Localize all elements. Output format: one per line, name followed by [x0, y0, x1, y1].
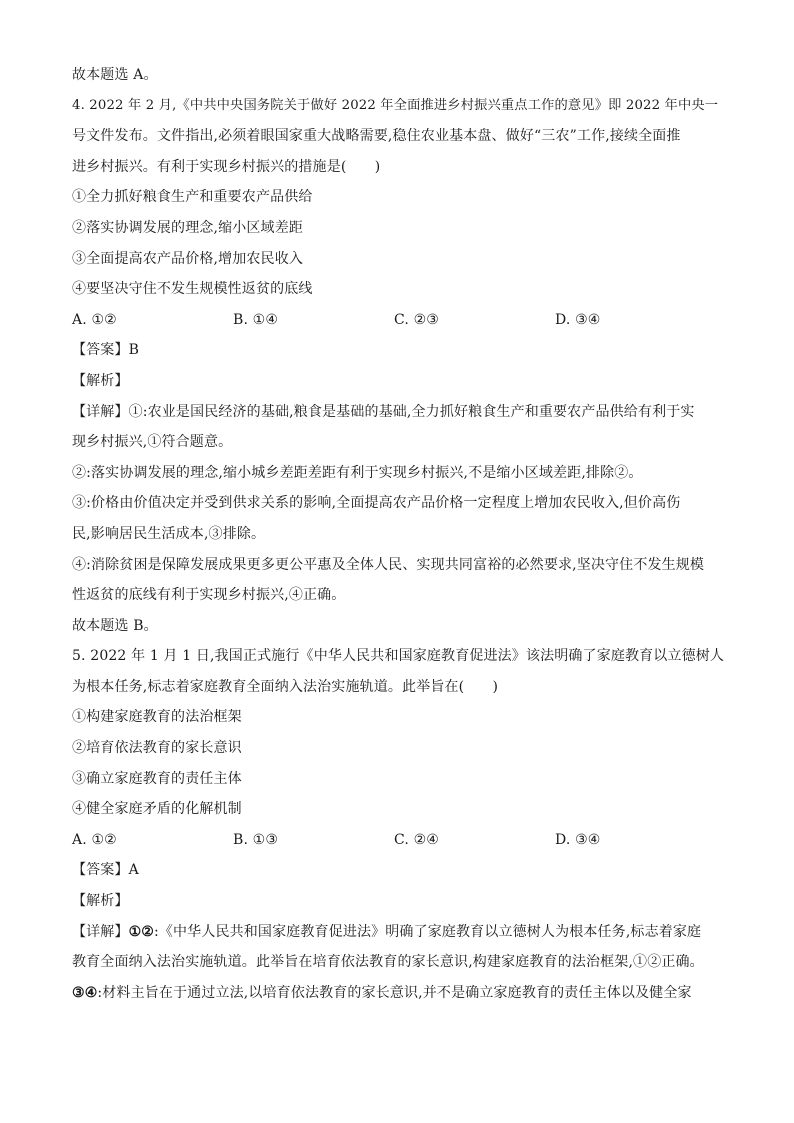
q4-stem-line-3: 进乡村振兴。有利于实现乡村振兴的措施是( ) — [72, 158, 381, 175]
q4-item-3: ③全面提高农产品价格,增加农民收入 — [72, 250, 303, 267]
question-4 — [72, 91, 724, 642]
q4-option-d: D. ③④ — [555, 311, 601, 328]
q4-detail-3b: 民,影响居民生活成本,③排除。 — [72, 525, 266, 542]
q5-detail-2-marks: ③④ — [72, 984, 98, 1001]
q4-item-1: ①全力抓好粮食生产和重要农产品供给 — [72, 189, 313, 206]
q4-stem-line-1: 4. 2022 年 2 月,《中共中央国务院关于做好 2022 年全面推进乡村振兴重点工作的意见》即 2022 年中央一 — [72, 97, 719, 113]
q3-conclusion: 故本题选 A。 — [72, 67, 158, 83]
q5-option-c: C. ②④ — [394, 831, 439, 848]
q5-detail-1a-text: :《中华人民共和国家庭教育促进法》明确了家庭教育以立德树人为根本任务,标志着家庭 — [154, 923, 702, 940]
q5-detail-1a — [72, 917, 724, 948]
q4-detail-2: ②:落实协调发展的理念,缩小城乡差距差距有利于实现乡村振兴,不是缩小区域差距,排除②。 — [72, 464, 643, 481]
q4-option-c: C. ②③ — [394, 311, 439, 328]
q4-answer: 【答案】B — [72, 342, 140, 359]
q5-option-b: B. ①③ — [233, 831, 279, 848]
q5-item-3: ③确立家庭教育的责任主体 — [72, 770, 242, 787]
q5-option-a: A. ①② — [72, 831, 117, 848]
q4-detail-1b: 现乡村振兴,①符合题意。 — [72, 434, 233, 451]
q5-item-2: ②培育依法教育的家长意识 — [72, 740, 242, 757]
q4-stem-line-2: 号文件发布。文件指出,必须着眼国家重大战略需要,稳住农业基本盘、做好“三农”工作,接续全面推 — [72, 128, 681, 145]
q4-detail-1a: 【详解】①:农业是国民经济的基础,粮食是基础的基础,全力抓好粮食生产和重要农产品供给有利于实 — [72, 403, 695, 420]
q5-detail-2a — [72, 978, 724, 1009]
q5-stem-line-1: 5. 2022 年 1 月 1 日,我国正式施行《中华人民共和国家庭教育促进法》该法明确了家庭教育以立德树人 — [72, 648, 725, 665]
q4-detail-4a: ④:消除贫困是保障发展成果更多更公平惠及全体人民、实现共同富裕的必然要求,坚决守住不发生规模 — [72, 556, 705, 573]
q4-option-b: B. ①④ — [233, 311, 279, 328]
q4-detail-4b: 性返贫的底线有利于实现乡村振兴,④正确。 — [72, 587, 346, 604]
q4-item-2: ②落实协调发展的理念,缩小区域差距 — [72, 219, 303, 236]
q4-item-4: ④要坚决守住不发生规模性返贫的底线 — [72, 281, 313, 298]
q4-options — [72, 305, 724, 336]
q5-detail-prefix: 【详解】 — [72, 923, 129, 940]
q5-answer: 【答案】A — [72, 862, 139, 879]
q5-detail-1-marks: ①② — [128, 923, 155, 940]
q5-item-1: ①构建家庭教育的法治框架 — [72, 709, 242, 726]
q4-conclusion: 故本题选 B。 — [72, 617, 158, 634]
q5-options — [72, 825, 724, 856]
q5-detail-2a-text: :材料主旨在于通过立法,以培育依法教育的家长意识,并不是确立家庭教育的责任主体以及健全家 — [97, 984, 692, 1001]
document-page — [72, 60, 724, 1008]
q4-analysis-title: 【解析】 — [72, 372, 129, 389]
q5-stem-line-2: 为根本任务,标志着家庭教育全面纳入法治实施轨道。此举旨在( ) — [72, 678, 499, 695]
question-5 — [72, 641, 724, 1008]
q4-option-a: A. ①② — [72, 311, 117, 328]
q5-item-4: ④健全家庭矛盾的化解机制 — [72, 801, 242, 818]
q5-analysis-title: 【解析】 — [72, 893, 129, 910]
q5-option-d: D. ③④ — [555, 831, 601, 848]
q5-detail-1b: 教育全面纳入法治实施轨道。此举旨在培育依法教育的家长意识,构建家庭教育的法治框架,①②正确。 — [72, 954, 704, 971]
q4-detail-3a: ③:价格由价值决定并受到供求关系的影响,全面提高农产品价格一定程度上增加农民收入,但价高伤 — [72, 495, 681, 512]
